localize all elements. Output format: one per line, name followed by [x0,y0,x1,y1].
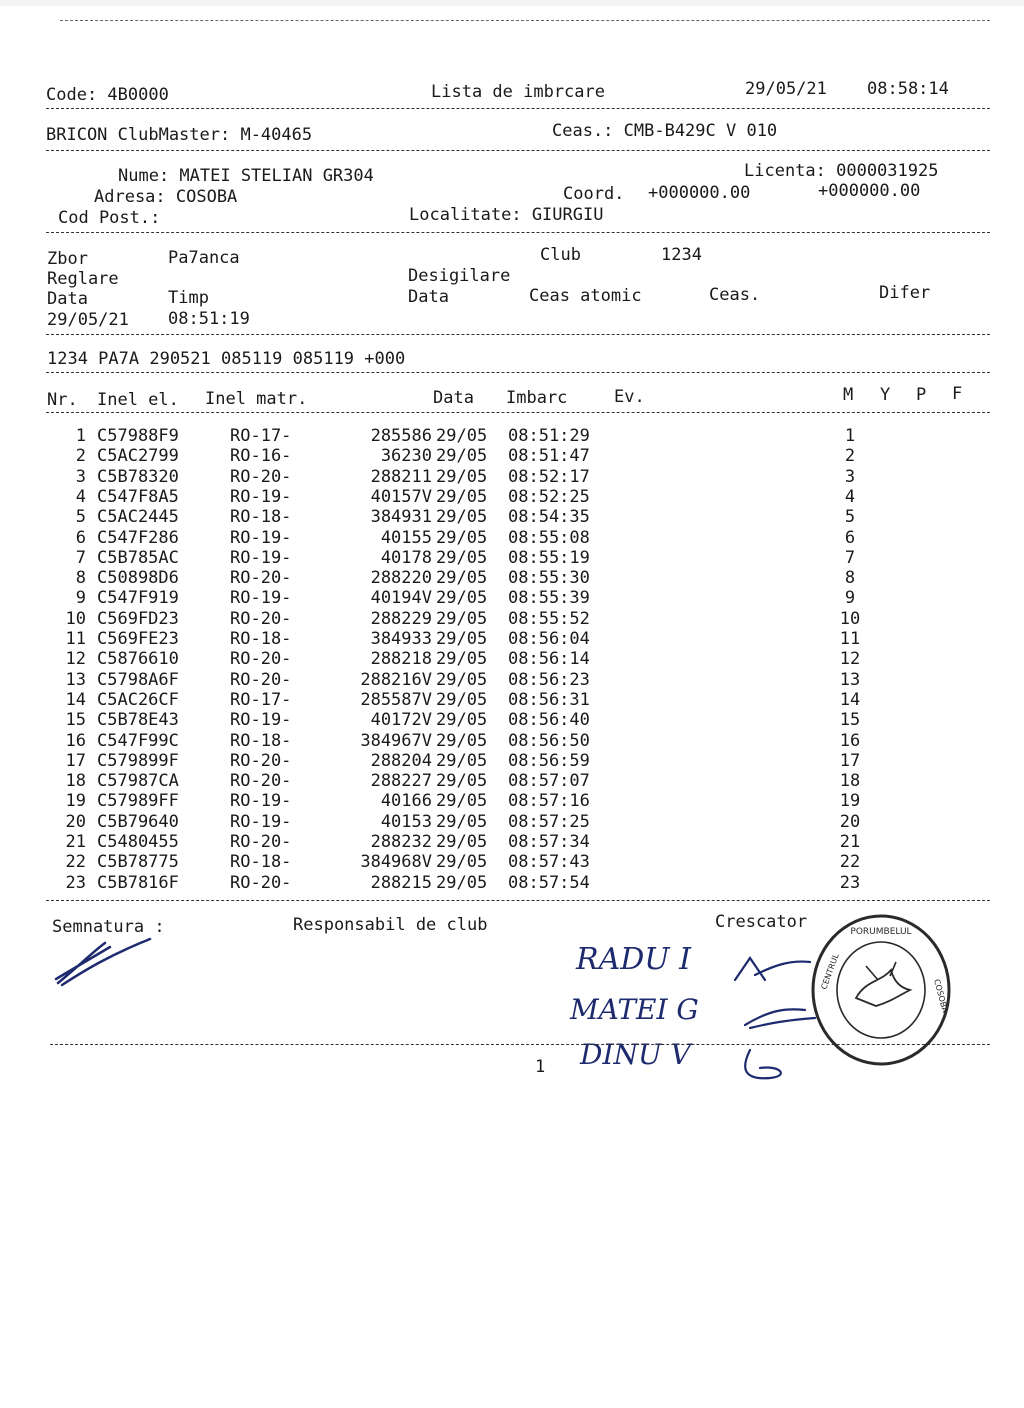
electronic-ring: C547F919 [97,588,179,609]
electronic-ring: C569FD23 [97,608,179,629]
electronic-ring: C547F286 [97,527,179,548]
position-m: 4 [844,486,856,507]
electronic-ring: C5B78775 [97,852,179,873]
ring-number: 384931 [370,507,432,528]
table-row [0,852,1024,872]
basket-time: 08:57:16 [508,791,590,812]
position-m: 19 [839,791,861,812]
postal-code: Cod Post.: [58,208,161,228]
coord-label: Coord. [563,184,625,204]
document-title: Lista de imbrcare [431,82,605,102]
ring-prefix: RO-16- [230,446,292,467]
ring-prefix: RO-19- [230,486,292,507]
owner-name: Nume: MATEI STELIAN GR304 [118,166,374,186]
ring-prefix: RO-20- [230,568,292,589]
position-m: 11 [839,629,861,649]
basket-date: 29/05 [436,608,488,629]
row-number: 5 [75,507,86,528]
ring-number: 288204 [370,750,432,771]
table-row [0,832,1024,852]
ring-prefix: RO-18- [230,852,292,873]
flight-code-line: 1234 PA7A 290521 085119 085119 +000 [47,349,406,369]
basket-time: 08:55:19 [508,547,590,568]
basket-time: 08:56:04 [508,629,590,649]
ring-prefix: RO-20- [230,649,292,670]
ring-number: 288216V [360,669,432,690]
electronic-ring: C5480455 [97,832,179,852]
handwritten-name-2: MATEI G [570,993,699,1026]
basket-date: 29/05 [436,750,488,771]
basket-date: 29/05 [436,649,488,670]
position-m: 18 [839,771,861,792]
svg-text:CENTRUL: CENTRUL [819,952,841,991]
row-number: 10 [65,608,86,629]
row-number: 21 [65,832,86,852]
electronic-ring: C547F8A5 [97,486,179,507]
ring-number: 288227 [370,771,432,792]
position-m: 13 [839,669,861,690]
basket-time: 08:56:40 [508,710,590,731]
club-number: 1234 [661,245,702,265]
club-label: Club [540,245,581,265]
position-m: 3 [844,466,856,487]
ring-number: 384967V [360,730,432,751]
row-number: 15 [65,710,86,731]
position-m: 17 [839,750,861,771]
basket-date: 29/05 [436,446,488,467]
divider [50,1044,990,1045]
ring-prefix: RO-20- [230,832,292,852]
position-m: 12 [839,649,861,670]
ring-prefix: RO-19- [230,811,292,832]
col-nr: Nr. [47,390,78,410]
row-number: 22 [65,852,86,873]
basket-date: 29/05 [436,547,488,568]
basket-time: 08:56:14 [508,649,590,670]
electronic-ring: C57987CA [97,771,179,792]
ring-prefix: RO-19- [230,547,292,568]
position-m: 5 [844,507,856,528]
basket-time: 08:56:23 [508,669,590,690]
divider [46,900,990,901]
basket-time: 08:57:34 [508,832,590,852]
table-row [0,791,1024,811]
scan-top-edge [0,0,1024,6]
row-number: 14 [65,689,86,710]
divider [46,232,990,233]
basket-time: 08:56:31 [508,689,590,710]
electronic-ring: C5B785AC [97,547,179,568]
divider [46,150,990,151]
table-row [0,751,1024,771]
ring-number: 288229 [370,608,432,629]
col-y: Y [880,385,891,405]
col-data: Data [433,388,474,408]
position-m: 14 [839,689,861,710]
divider [46,412,990,413]
position-m: 8 [844,568,856,589]
table-row [0,710,1024,730]
row-number: 18 [65,771,86,792]
row-number: 6 [75,527,86,548]
table-row [0,487,1024,507]
basket-date: 29/05 [436,832,488,852]
ring-number: 384968V [360,852,432,873]
ring-prefix: RO-20- [230,750,292,771]
ring-prefix: RO-18- [230,730,292,751]
clock-label: Ceas. [709,285,761,305]
ring-number: 40194V [370,588,432,609]
table-row [0,649,1024,669]
signature-label: Semnatura : [52,917,165,937]
row-number: 7 [75,547,86,568]
ring-prefix: RO-20- [230,872,292,893]
basket-date: 29/05 [436,426,488,446]
basket-date: 29/05 [436,689,488,710]
basket-date: 29/05 [436,486,488,507]
ring-number: 40166 [380,791,432,812]
basket-time: 08:51:29 [508,426,590,446]
unsealing-label: Desigilare [408,266,511,286]
table-row [0,588,1024,608]
table-row [0,629,1024,649]
ring-number: 40155 [380,527,432,548]
ring-prefix: RO-20- [230,669,292,690]
electronic-ring: C5876610 [97,649,179,670]
ring-number: 288220 [370,568,432,589]
table-row [0,873,1024,893]
position-m: 20 [839,811,861,832]
row-number: 1 [75,426,86,446]
coord-y: +000000.00 [818,181,921,201]
basket-date: 29/05 [436,710,488,731]
basket-time: 08:57:07 [508,771,590,792]
ring-number: 36230 [380,446,432,467]
electronic-ring: C5AC26CF [97,689,179,710]
ring-number: 288232 [370,832,432,852]
breeder-label: Crescator [715,912,808,932]
col-ev: Ev. [614,387,645,407]
row-number: 16 [65,730,86,751]
code-field: Code: 4B0000 [46,85,169,105]
position-m: 6 [844,527,856,548]
basket-time: 08:52:17 [508,466,590,487]
handwritten-name-3: DINU V [580,1038,691,1071]
electronic-ring: C579899F [97,750,179,771]
row-number: 12 [65,649,86,670]
basket-date: 29/05 [436,527,488,548]
basket-date: 29/05 [436,872,488,893]
col-m: M [843,385,854,405]
basket-date: 29/05 [436,730,488,751]
svg-text:PORUMBELUL: PORUMBELUL [850,927,912,937]
setting-time: 08:51:19 [168,309,250,329]
system-id: BRICON ClubMaster: M-40465 [46,125,313,145]
basket-date: 29/05 [436,669,488,690]
row-number: 19 [65,791,86,812]
ring-prefix: RO-18- [230,629,292,649]
ring-number: 40153 [380,811,432,832]
row-number: 20 [65,811,86,832]
ring-prefix: RO-19- [230,791,292,812]
row-number: 23 [65,872,86,893]
ring-number: 288218 [370,649,432,670]
clock-id: Ceas.: CMB-B429C V 010 [552,121,778,141]
basket-date: 29/05 [436,507,488,528]
table-row [0,771,1024,791]
table-row [0,548,1024,568]
basket-date: 29/05 [436,568,488,589]
coord-x: +000000.00 [648,183,751,203]
basket-date: 29/05 [436,588,488,609]
flight-name: Pa7anca [168,248,240,268]
print-time: 08:58:14 [867,79,949,99]
table-row [0,426,1024,446]
ring-number: 288215 [370,872,432,893]
ring-prefix: RO-20- [230,771,292,792]
electronic-ring: C5798A6F [97,669,179,690]
club-stamp-icon [806,910,956,1070]
table-row [0,467,1024,487]
locality: Localitate: GIURGIU [409,205,604,225]
difference-label: Difer [879,283,931,303]
basket-time: 08:56:50 [508,730,590,751]
electronic-ring: C5B7816F [97,872,179,893]
signature-scribble [50,935,160,995]
basket-time: 08:57:54 [508,872,590,893]
row-number: 4 [75,486,86,507]
divider [46,108,990,109]
ring-number: 40172V [370,710,432,731]
basket-time: 08:55:08 [508,527,590,548]
basket-time: 08:55:30 [508,568,590,589]
basket-date: 29/05 [436,852,488,873]
date-label: Data [47,289,88,309]
ring-number: 288211 [370,466,432,487]
basket-time: 08:55:52 [508,608,590,629]
basket-date: 29/05 [436,629,488,649]
col-inel-matr: Inel matr. [205,389,308,409]
table-row [0,528,1024,548]
position-m: 21 [839,832,861,852]
electronic-ring: C57988F9 [97,426,179,446]
ring-prefix: RO-17- [230,426,292,446]
top-tear-line [60,20,990,21]
basket-date: 29/05 [436,771,488,792]
position-m: 10 [839,608,861,629]
row-number: 2 [75,446,86,467]
basket-time: 08:52:25 [508,486,590,507]
license-number: Licenta: 0000031925 [744,161,939,181]
row-number: 11 [65,629,86,649]
ring-prefix: RO-20- [230,466,292,487]
basket-date: 29/05 [436,791,488,812]
electronic-ring: C5AC2799 [97,446,179,467]
ring-prefix: RO-19- [230,527,292,548]
row-number: 17 [65,750,86,771]
owner-address: Adresa: COSOBA [94,187,238,207]
position-m: 1 [844,426,856,446]
electronic-ring: C547F99C [97,730,179,751]
electronic-ring: C5AC2445 [97,507,179,528]
ring-prefix: RO-19- [230,588,292,609]
ring-number: 384933 [370,629,432,649]
table-row [0,731,1024,751]
table-row [0,609,1024,629]
row-number: 8 [75,568,86,589]
svg-text:COSOBA: COSOBA [932,978,950,1014]
electronic-ring: C569FE23 [97,629,179,649]
col-f: F [952,384,963,404]
electronic-ring: C5B79640 [97,811,179,832]
atomic-clock-label: Ceas atomic [529,286,642,306]
table-row [0,812,1024,832]
page-number: 1 [535,1057,546,1077]
setting-label: Reglare [47,269,119,289]
col-imbarc: Imbarc [506,388,568,408]
table-row [0,507,1024,527]
ring-prefix: RO-17- [230,689,292,710]
position-m: 23 [839,872,861,893]
unseal-date-label: Data [408,287,449,307]
row-number: 3 [75,466,86,487]
ring-number: 40178 [380,547,432,568]
table-row [0,446,1024,466]
ring-prefix: RO-19- [230,710,292,731]
ring-number: 40157V [370,486,432,507]
position-m: 2 [844,446,856,467]
basket-date: 29/05 [436,466,488,487]
electronic-ring: C57989FF [97,791,179,812]
basket-time: 08:55:39 [508,588,590,609]
ring-prefix: RO-18- [230,507,292,528]
basket-time: 08:57:25 [508,811,590,832]
col-p: P [916,385,927,405]
divider [46,372,990,373]
position-m: 16 [839,730,861,751]
row-number: 13 [65,669,86,690]
setting-date: 29/05/21 [47,310,129,330]
time-label: Timp [168,288,209,308]
club-responsible-label: Responsabil de club [293,915,488,935]
table-row [0,690,1024,710]
table-row [0,670,1024,690]
position-m: 9 [844,588,856,609]
basket-time: 08:54:35 [508,507,590,528]
ring-number: 285586 [370,426,432,446]
electronic-ring: C5B78E43 [97,710,179,731]
position-m: 22 [839,852,861,873]
ring-number: 285587V [360,689,432,710]
table-row [0,568,1024,588]
basket-date: 29/05 [436,811,488,832]
print-date: 29/05/21 [745,79,827,99]
row-number: 9 [75,588,86,609]
handwritten-name-1: RADU I [576,942,691,977]
basket-time: 08:51:47 [508,446,590,467]
basket-time: 08:57:43 [508,852,590,873]
divider [46,334,990,335]
position-m: 15 [839,710,861,731]
ring-prefix: RO-20- [230,608,292,629]
flight-label: Zbor [47,249,88,269]
basket-time: 08:56:59 [508,750,590,771]
electronic-ring: C5B78320 [97,466,179,487]
position-m: 7 [844,547,856,568]
electronic-ring: C50898D6 [97,568,179,589]
col-inel-el: Inel el. [97,390,179,410]
